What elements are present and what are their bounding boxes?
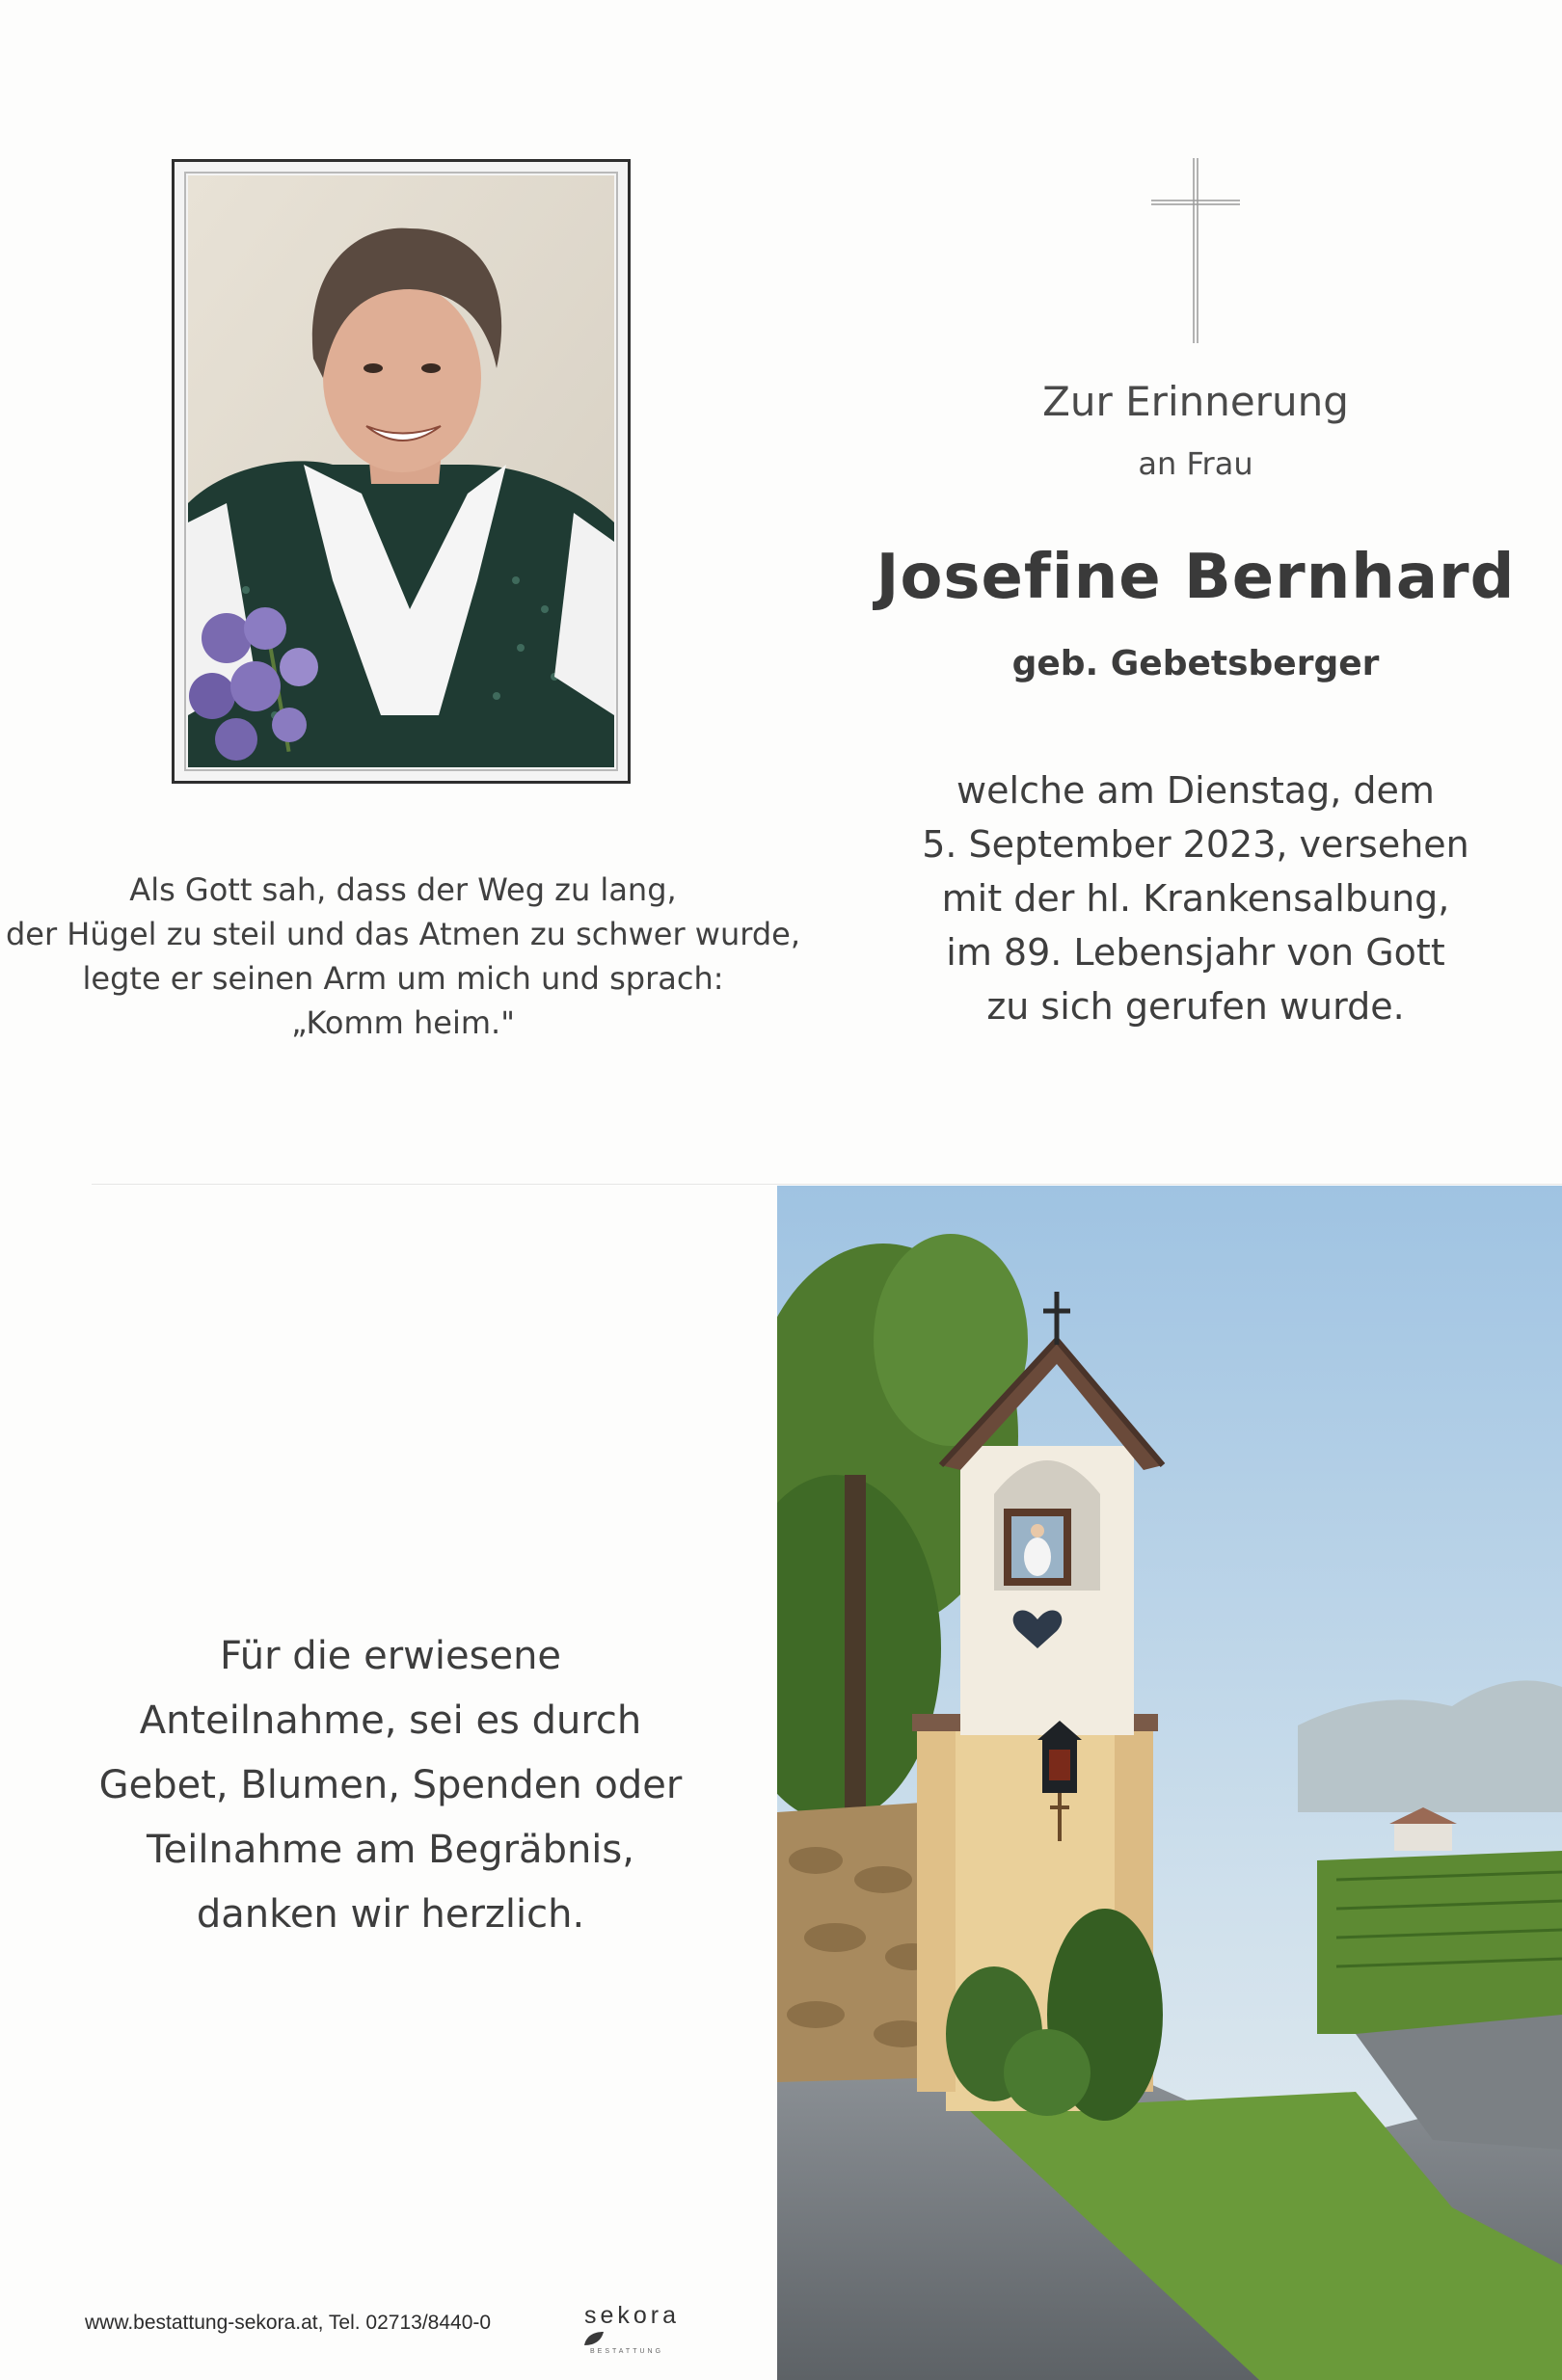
salutation: an Frau	[1138, 445, 1253, 482]
death-notice-line: welche am Dienstag, dem	[956, 769, 1435, 812]
deceased-name: Josefine Bernhard	[875, 542, 1516, 613]
cross-icon	[1147, 156, 1244, 345]
maiden-name: geb. Gebetsberger	[1011, 644, 1380, 683]
portrait-photo	[188, 175, 614, 767]
leaf-icon	[582, 2330, 606, 2347]
wayside-chapel-photo	[777, 1186, 1562, 2380]
death-notice-line: im 89. Lebensjahr von Gott	[946, 931, 1445, 974]
remembrance-heading: Zur Erinnerung	[1042, 378, 1349, 425]
thanks-line: Gebet, Blumen, Spenden oder	[98, 1763, 683, 1807]
death-notice-line: zu sich gerufen wurde.	[986, 985, 1405, 1028]
logo-subtitle: BESTATTUNG	[590, 2348, 664, 2355]
death-notice	[868, 763, 1523, 1033]
footer-contact: www.bestattung-sekora.at, Tel. 02713/8440-0	[85, 2312, 492, 2334]
thanks-line: Anteilnahme, sei es durch	[139, 1698, 642, 1743]
poem-line: der Hügel zu steil und das Atmen zu schwer wurde,	[5, 916, 801, 952]
portrait-frame	[172, 159, 631, 784]
thanks-line: Für die erwiesene	[219, 1634, 562, 1678]
poem-line: legte er seinen Arm um mich und sprach:	[82, 960, 724, 997]
fold-line	[92, 1184, 1562, 1185]
poem	[0, 868, 806, 1045]
poem-line: „Komm heim."	[291, 1004, 515, 1041]
death-notice-line: mit der hl. Krankensalbung,	[941, 877, 1450, 920]
poem-line: Als Gott sah, dass der Weg zu lang,	[129, 871, 677, 908]
thanks-message	[58, 1624, 723, 1947]
thanks-line: Teilnahme am Begräbnis,	[147, 1828, 634, 1872]
logo-wordmark: sekora	[584, 2302, 681, 2329]
funeral-home-logo	[584, 2302, 700, 2355]
death-notice-line: 5. September 2023, versehen	[922, 823, 1469, 866]
thanks-line: danken wir herzlich.	[196, 1892, 585, 1937]
